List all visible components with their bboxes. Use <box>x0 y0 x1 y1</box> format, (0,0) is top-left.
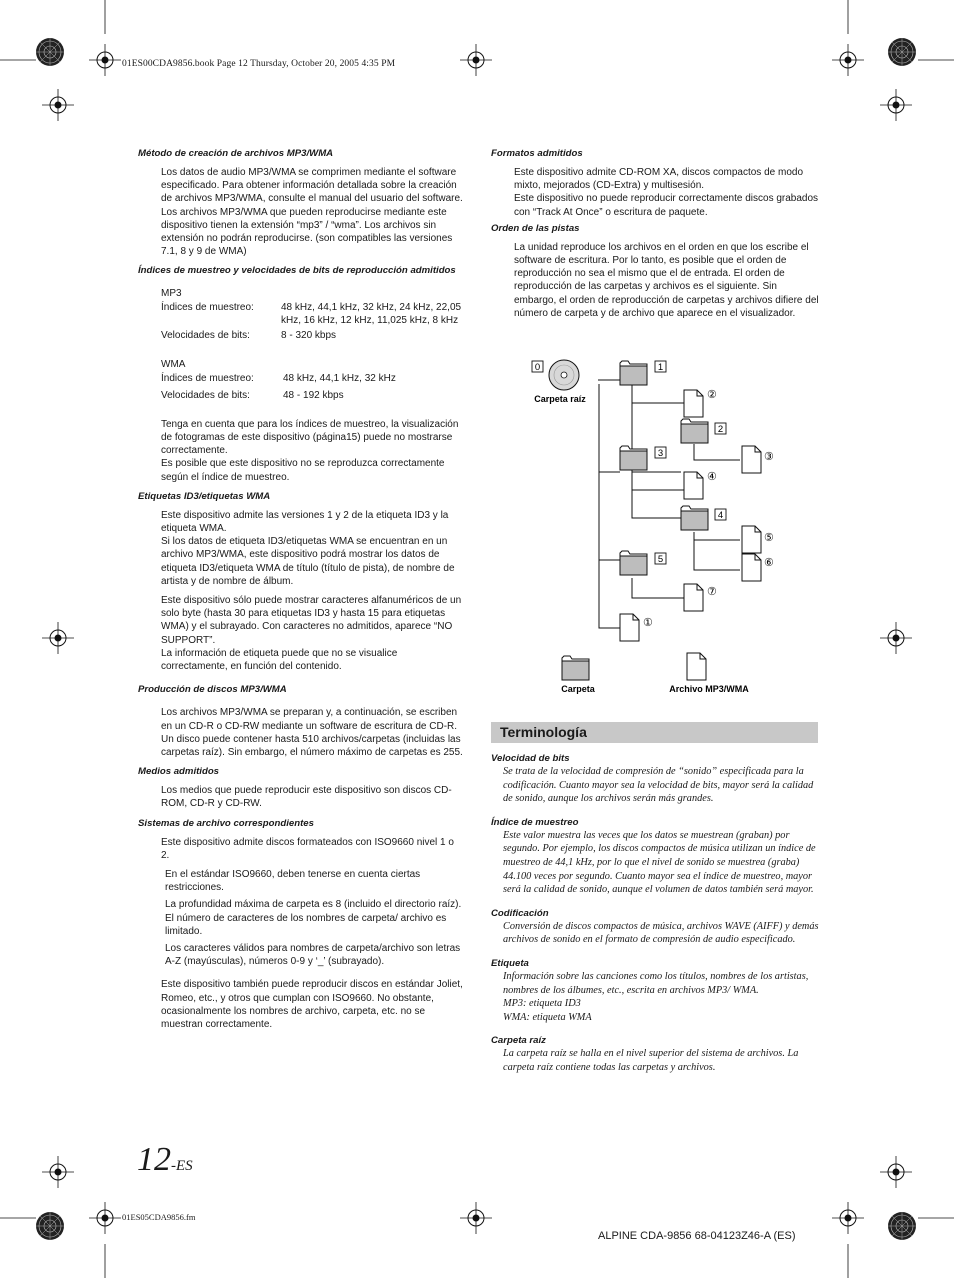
folder-number: 1 <box>657 362 664 373</box>
term-title: Codificación <box>491 907 549 919</box>
paragraph: La unidad reproduce los archivos en el orden en que los escribe el software de escritura. Por lo tanto, es posible que el orden de reproducción no sea el mismo que el de entrada. El orden de reproducción de las carpetas y archivos es el siguiente. Sin embargo, el orden de reproducción de carpetas y archivos difiere del número de carpeta y de archivo que aparece en el visualizador. <box>514 241 819 319</box>
crosshair-icon <box>460 44 492 76</box>
footer-model: ALPINE CDA-9856 68-04123Z46-A (ES) <box>598 1230 796 1242</box>
paragraph: Si los datos de etiqueta ID3/etiquetas WMA se encuentran en un archivo MP3/WMA, este dispositivo podrá mostrar los datos de etiqueta ID3/etiqueta WMA de título (título de pista), de nombre de artista y de nombre de álbum. <box>161 536 455 587</box>
term-item <box>491 957 821 1024</box>
file-icon <box>742 554 761 581</box>
legend-folder-label: Carpeta <box>561 684 595 694</box>
crosshair-icon <box>880 1156 912 1188</box>
file-number: ③ <box>764 451 774 463</box>
spec-value: 48 kHz, 44,1 kHz, 32 kHz <box>283 373 396 385</box>
right-column <box>491 147 821 320</box>
crosshair-icon <box>42 622 74 654</box>
note-item: Los caracteres válidos para nombres de carpeta/archivo son letras A-Z (mayúsculas), números 0-9 y ‘_’ (subrayado). <box>165 942 461 968</box>
section-title: Sistemas de archivo correspondientes <box>138 817 314 829</box>
term-extra: MP3: etiqueta ID3 <box>503 998 581 1010</box>
paragraph: Este dispositivo admite las versiones 1 y 2 de la etiqueta ID3 y la etiqueta WMA. <box>161 509 449 535</box>
section-title: Producción de discos MP3/WMA <box>138 684 287 696</box>
terminology-title: Terminología <box>500 724 587 740</box>
term-desc: Se trata de la velocidad de compresión de “sonido” especificada para la codificación. Cuanto mayor sea la velocidad de bits, mayor será la calidad de sonido, aunque los archivos serán más grandes. <box>503 766 814 805</box>
fm-filename: 01ES05CDA9856.fm <box>122 1212 196 1222</box>
page-number-value: 12 <box>137 1141 171 1178</box>
term-item <box>491 752 821 806</box>
spec-value: 48 - 192 kbps <box>283 389 344 401</box>
cd-icon <box>549 360 579 390</box>
left-column <box>138 147 464 1031</box>
spec-key: Índices de muestreo: <box>161 373 254 385</box>
folder-number: 2 <box>717 424 724 435</box>
legend-file-icon <box>687 653 706 680</box>
term-item <box>491 907 821 947</box>
root-label: Carpeta raíz <box>534 394 586 404</box>
folder-icon <box>620 551 647 575</box>
folder-number: 3 <box>657 448 664 459</box>
section-title: Formatos admitidos <box>491 148 583 159</box>
crosshair-icon <box>832 1202 864 1234</box>
crosshair-icon <box>42 89 74 121</box>
file-number: ② <box>707 389 717 401</box>
file-icon <box>742 446 761 473</box>
file-icon <box>684 472 703 499</box>
term-desc: Conversión de discos compactos de música, archivos WAVE (AIFF) y demás archivos de sonido en el formato de compresión de audio especificado. <box>503 920 819 946</box>
section-title: Índices de muestreo y velocidades de bits de reproducción admitidos <box>138 265 456 277</box>
section-title: Método de creación de archivos MP3/WMA <box>138 148 334 159</box>
term-extra: WMA: etiqueta WMA <box>503 1011 592 1023</box>
term-desc: Información sobre las canciones como los títulos, nombres de los artistas, nombres de los álbumes, etc., escrita en archivos MP3/ WMA. <box>503 970 809 996</box>
spec-key: Índices de muestreo: <box>161 301 254 313</box>
folder-icon <box>620 446 647 470</box>
page-number <box>137 1140 193 1186</box>
star-target-icon <box>36 38 64 66</box>
term-title: Etiqueta <box>491 957 529 969</box>
file-number: ⑥ <box>764 557 774 569</box>
star-target-icon <box>888 38 916 66</box>
spec-key: Velocidades de bits: <box>161 330 250 342</box>
folder-icon <box>681 419 708 443</box>
crosshair-icon <box>832 44 864 76</box>
spec-label: WMA <box>161 359 186 371</box>
spec-label: MP3 <box>161 288 182 300</box>
paragraph: Tenga en cuenta que para los índices de muestreo, la visualización de fotogramas de este dispositivo (página15) puede no mostrarse correctamente. <box>161 418 459 457</box>
book-header: 01ES00CDA9856.book Page 12 Thursday, October 20, 2005 4:35 PM <box>122 59 396 69</box>
term-desc: Este valor muestra las veces que los datos se muestrean (graban) por segundo. Por ejemplo, los discos compactos de música utilizan un índice de muestreo de 44,1 kHz, por lo que el nivel de sonido se muestrea (graba) 44.100 veces por segundo. Cuanto mayor sea el índice de muestreo, mayor será la calidad de sonido, aunque el volumen de datos también será mayor. <box>503 829 816 896</box>
spec-key: Velocidades de bits: <box>161 389 250 401</box>
paragraph: Este dispositivo también puede reproducir discos en estándar Joliet, Romeo, etc., y otros que cumplan con ISO9660. No obstante, ocasionalmente los nombres de archivo, carpeta, etc. no se muestran correctamente. <box>161 979 463 1030</box>
note-item: En el estándar ISO9660, deben tenerse en cuenta ciertas restricciones. <box>165 868 421 894</box>
term-item <box>491 816 821 897</box>
paragraph: La información de etiqueta puede que no se visualice correctamente, en función del contenido. <box>161 647 398 673</box>
term-title: Velocidad de bits <box>491 753 570 764</box>
file-number: ⑦ <box>707 586 717 598</box>
crosshair-icon <box>460 1202 492 1234</box>
terminology-list <box>491 752 821 1075</box>
legend-file-label: Archivo MP3/WMA <box>669 684 749 694</box>
paragraph: Es posible que este dispositivo no se reproduzca correctamente según el índice de muestreo. <box>161 458 445 483</box>
term-desc: La carpeta raíz se halla en el nivel superior del sistema de archivos. La carpeta raíz contiene todas las carpetas y archivos. <box>503 1048 799 1073</box>
term-title: Índice de muestreo <box>491 816 579 828</box>
folder-tree-diagram <box>520 350 820 705</box>
crosshair-icon <box>880 89 912 121</box>
file-icon <box>684 584 703 611</box>
crosshair-icon <box>42 1156 74 1188</box>
term-title: Carpeta raíz <box>491 1035 546 1047</box>
section-title: Etiquetas ID3/etiquetas WMA <box>138 490 271 502</box>
paragraph: Este dispositivo admite CD-ROM XA, discos compactos de modo mixto, mejorados (CD-Extra) y multisesión. <box>514 167 803 192</box>
star-target-icon <box>888 1212 916 1240</box>
page-number-suffix: -ES <box>171 1158 193 1174</box>
file-icon <box>684 390 703 417</box>
paragraph: Los datos de audio MP3/WMA se comprimen mediante el software especificado. Para obtener información detallada sobre la creación de archivos MP3/WMA, consulte el manual del usuario del software. <box>161 167 463 205</box>
legend-folder-icon <box>562 656 589 680</box>
paragraph: Los archivos MP3/WMA que pueden reproducirse mediante este dispositivo tienen la extensión “mp3” / “wma”. Los archivos sin extensión no podrán reproducirse. (son compatibles las versiones 7.1, 8 y 9 de WMA) <box>161 206 453 258</box>
section-title: Orden de las pistas <box>491 222 580 234</box>
folder-icon <box>681 506 708 530</box>
file-icon <box>742 526 761 553</box>
term-item <box>491 1034 821 1074</box>
paragraph: Este dispositivo sólo puede mostrar caracteres alfanuméricos de un solo byte (hasta 30 para etiquetas ID3 y hasta 15 para etiquetas WMA) y el subrayado. Con caracteres no admitidos, aparece “NO SUPPORT”. <box>161 595 462 646</box>
paragraph: Este dispositivo no puede reproducir correctamente discos grabados con “Track At Once” o escritura de paquete. <box>514 193 819 218</box>
file-number: ① <box>643 617 653 629</box>
root-number: 0 <box>534 362 541 373</box>
file-number: ⑤ <box>764 532 774 544</box>
crosshair-icon <box>89 1202 121 1234</box>
crosshair-icon <box>89 44 121 76</box>
paragraph: Este dispositivo admite discos formateados con ISO9660 nivel 1 o 2. <box>161 836 454 861</box>
note-item: La profundidad máxima de carpeta es 8 (incluido el directorio raíz). El número de caracteres de los nombres de carpeta/ archivo es limitado. <box>165 899 462 937</box>
folder-number: 5 <box>657 554 664 565</box>
folder-icon <box>620 361 647 385</box>
star-target-icon <box>36 1212 64 1240</box>
folder-number: 4 <box>717 510 724 521</box>
wma-spec <box>138 358 464 402</box>
crosshair-icon <box>880 622 912 654</box>
spec-value: 8 - 320 kbps <box>281 330 337 342</box>
paragraph: Los medios que puede reproducir este dispositivo son discos CD-ROM, CD-R y CD-RW. <box>161 785 452 810</box>
file-icon <box>620 614 639 641</box>
mp3-spec <box>138 287 464 342</box>
file-number: ④ <box>707 471 717 483</box>
spec-value: 48 kHz, 44,1 kHz, 32 kHz, 24 kHz, 22,05 kHz, 16 kHz, 12 kHz, 11,025 kHz, 8 kHz <box>281 301 462 326</box>
section-title: Medios admitidos <box>138 766 220 778</box>
paragraph: Los archivos MP3/WMA se preparan y, a continuación, se escriben en un CD-R o CD-RW mediante un software de escritura de CD-R. Un disco puede contener hasta 510 archivos/carpetas (incluidas las carpetas raíz). Sin embargo, el número máximo de carpetas es 255. <box>161 707 463 758</box>
